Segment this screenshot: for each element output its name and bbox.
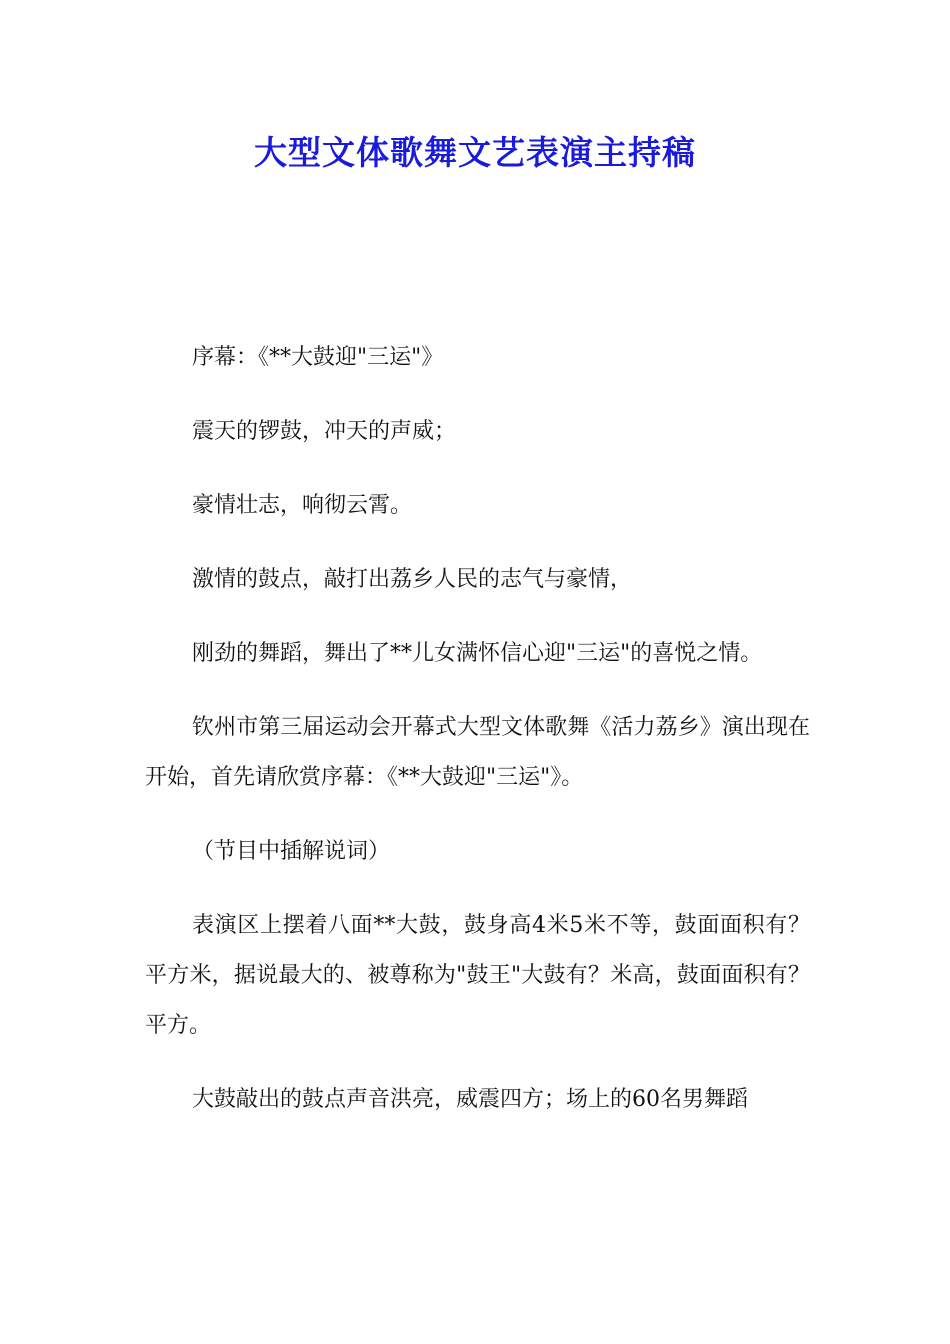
document-title: 大型文体歌舞文艺表演主持稿 bbox=[254, 133, 696, 172]
paragraph-prologue-heading: 序幕：《**大鼓迎"三运"》 bbox=[192, 345, 444, 370]
paragraph-line-3: 激情的鼓点，敲打出荔乡人民的志气与豪情， bbox=[192, 567, 633, 592]
paragraph-line-1: 震天的锣鼓，冲天的声威； bbox=[192, 419, 457, 444]
paragraph-opening-announcement: 钦州市第三届运动会开幕式大型文体歌舞《活力荔乡》演出现在开始，首先请欣赏序幕：《**大鼓迎"三运"》。 bbox=[145, 715, 810, 790]
paragraph-drum-description: 表演区上摆着八面**大鼓，鼓身高4米5米不等，鼓面面积有？平方米，据说最大的、被尊称为"鼓王"大鼓有？米高，鼓面面积有？平方。 bbox=[145, 913, 810, 1038]
paragraph-line-4: 刚劲的舞蹈，舞出了**儿女满怀信心迎"三运"的喜悦之情。 bbox=[192, 641, 763, 666]
document-body bbox=[145, 333, 810, 1149]
paragraph-drum-performance: 大鼓敲出的鼓点声音洪亮，威震四方；场上的60名男舞蹈 bbox=[192, 1087, 748, 1112]
paragraph-line-2: 豪情壮志，响彻云霄。 bbox=[192, 493, 413, 518]
paragraph-stage-note: （节目中插解说词） bbox=[192, 839, 391, 864]
